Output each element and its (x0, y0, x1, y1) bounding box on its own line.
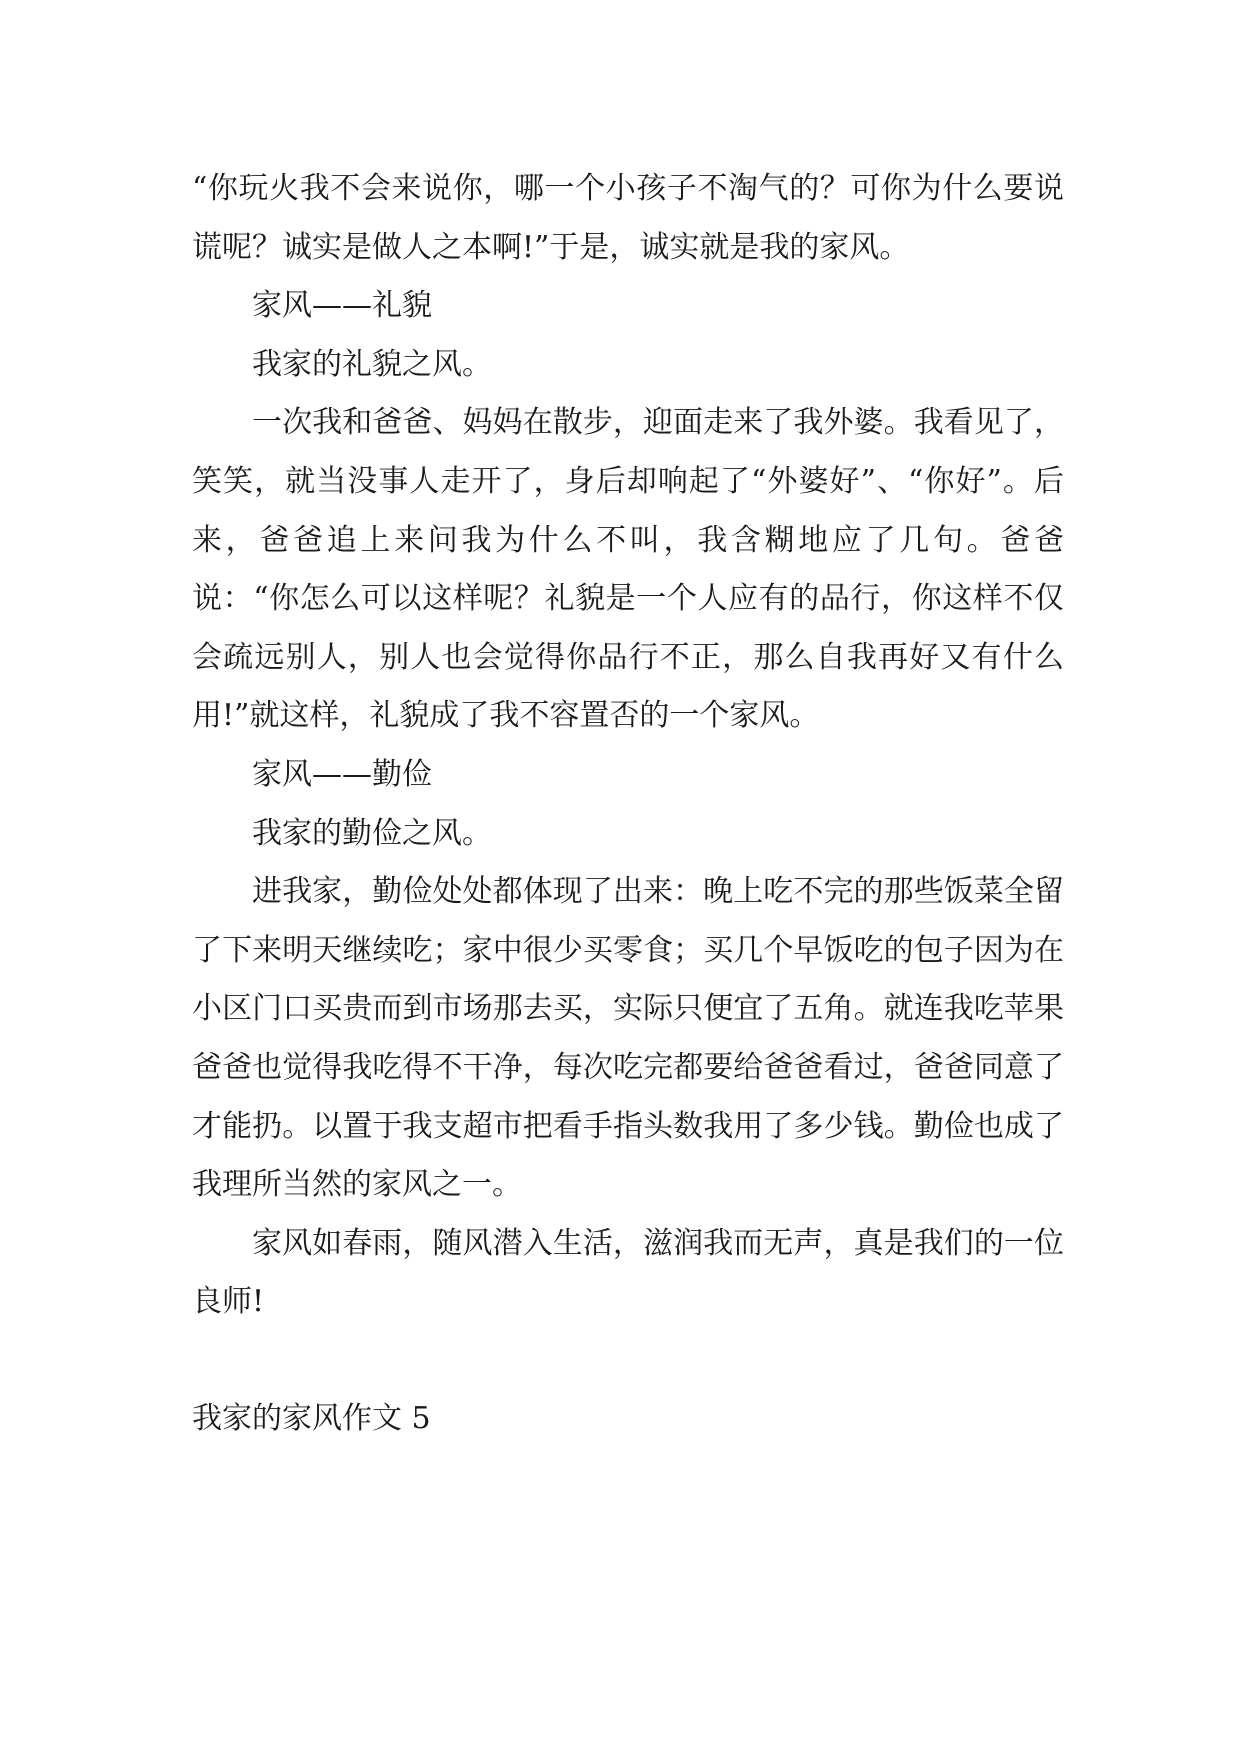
section-heading-thrift: 家风——勤俭 (252, 756, 432, 792)
paragraph-politeness-intro: 我家的礼貌之风。 (252, 346, 492, 382)
paragraph-thrift-intro: 我家的勤俭之风。 (252, 815, 492, 851)
paragraph-conclusion: 家风如春雨，随风潜入生活，滋润我而无声，真是我们的一位良师! (192, 1225, 1064, 1320)
paragraph-thrift-story: 进我家，勤俭处处都体现了出来：晚上吃不完的那些饭菜全留了下来明天继续吃；家中很少买零食；买几个早饭吃的包子因为在小区门口买贵而到市场那去买，实际只便宜了五角。就连我吃苹果爸爸也觉得我吃得不干净，每次吃完都要给爸爸看过，爸爸同意了才能扔。以置于我支超市把看手指头数我用了多少钱。勤俭也成了我理所当然的家风之一。 (192, 874, 1064, 1203)
document-page (192, 160, 1064, 1448)
next-essay-title: 我家的家风作文 5 (192, 1400, 431, 1436)
paragraph-politeness-story: 一次我和爸爸、妈妈在散步，迎面走来了我外婆。我看见了，笑笑，就当没事人走开了，身后却响起了“外婆好”、“你好”。后来，爸爸追上来问我为什么不叫，我含糊地应了几句。爸爸说：“你怎么可以这样呢？礼貌是一个人应有的品行，你这样不仅会疏远别人，别人也会觉得你品行不正，那么自我再好又有什么用!”就这样，礼貌成了我不容置否的一个家风。 (192, 405, 1064, 734)
section-heading-politeness: 家风——礼貌 (252, 288, 432, 324)
paragraph-honesty-ending: “你玩火我不会来说你，哪一个小孩子不淘气的？可你为什么要说谎呢？诚实是做人之本啊!”于是，诚实就是我的家风。 (192, 171, 1064, 265)
